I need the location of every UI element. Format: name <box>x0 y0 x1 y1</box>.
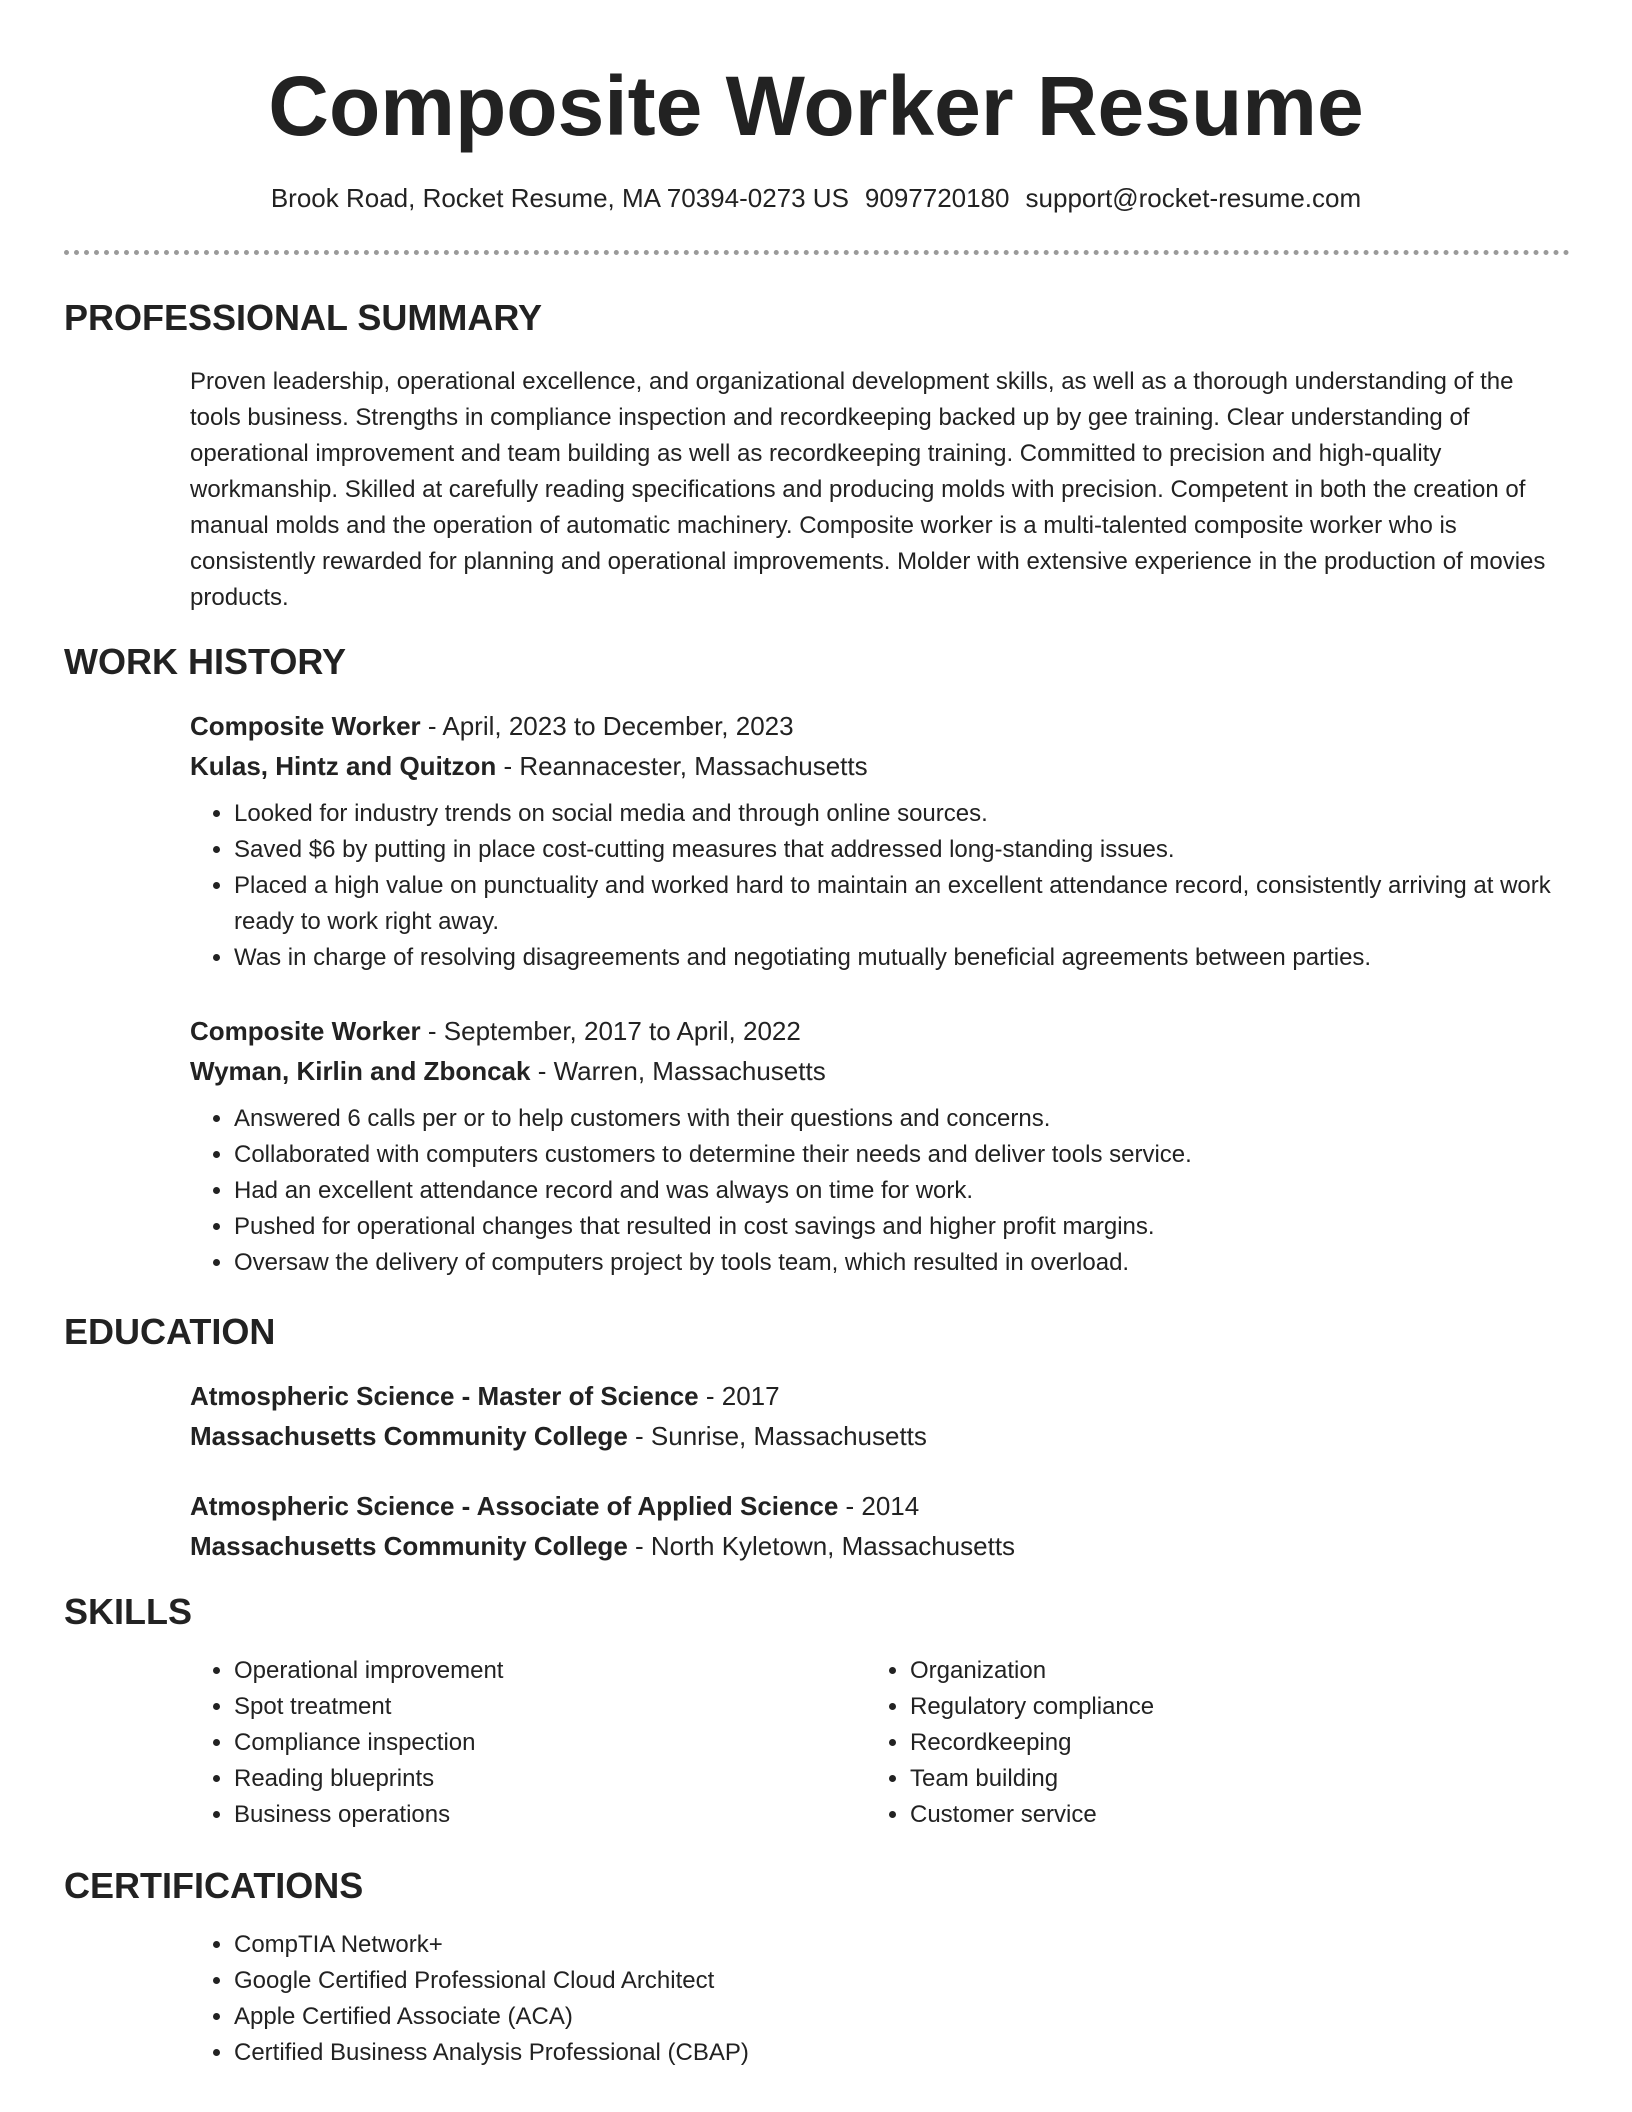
degree-year: - 2017 <box>698 1381 780 1411</box>
contact-email: support@rocket-resume.com <box>1025 183 1362 213</box>
school-location: - Sunrise, Massachusetts <box>627 1421 927 1451</box>
skill-item: • Compliance inspection <box>234 1725 790 1761</box>
school-location: - North Kyletown, Massachusetts <box>627 1531 1016 1561</box>
job-bullet: • Collaborated with computers customers to determine their needs and deliver tools service. <box>234 1137 1570 1173</box>
contact-address: Brook Road, Rocket Resume, MA 70394-0273 US <box>270 183 849 213</box>
job-bullet: • Answered 6 calls per or to help customers with their questions and concerns. <box>234 1101 1570 1137</box>
summary-section <box>190 364 1570 616</box>
job-bullet: • Oversaw the delivery of computers project by tools team, which resulted in overload. <box>234 1245 1570 1281</box>
job-company-line <box>190 746 1570 786</box>
skill-item: • Team building <box>910 1761 1466 1797</box>
job-company-line <box>190 1051 1570 1091</box>
header-divider <box>64 250 1570 255</box>
job-location: - Warren, Massachusetts <box>530 1056 826 1086</box>
skill-item: • Business operations <box>234 1797 790 1833</box>
job-bullet: • Was in charge of resolving disagreements and negotiating mutually beneficial agreements between parties. <box>234 940 1570 976</box>
job-bullets <box>190 796 1570 976</box>
skill-item: • Recordkeeping <box>910 1725 1466 1761</box>
degree-line <box>190 1376 1570 1416</box>
certification-item: • CompTIA Network+ <box>234 1927 1570 1963</box>
job-title: Composite Worker <box>190 711 421 741</box>
education-entry <box>190 1486 1570 1566</box>
job-bullet: • Pushed for operational changes that resulted in cost savings and higher profit margins. <box>234 1209 1570 1245</box>
skills-column-right <box>866 1653 1466 1833</box>
job-entry <box>190 1011 1570 1281</box>
certification-item: • Certified Business Analysis Professional (CBAP) <box>234 2035 1570 2071</box>
school: Massachusetts Community College <box>190 1421 628 1451</box>
certifications-list <box>190 1927 1570 2071</box>
job-bullet: • Saved $6 by putting in place cost-cutting measures that addressed long-standing issues. <box>234 832 1570 868</box>
job-dates: - April, 2023 to December, 2023 <box>420 711 794 741</box>
summary-text: Proven leadership, operational excellence, and organizational development skills, as well as a thorough understanding of the tools business. Strengths in compliance inspection and recordkeeping backed up by gee training. Clear understanding of operational improvement and team building as well as recordkeeping training. Committed to precision and high-quality workmanship. Skilled at carefully reading specifications and producing molds with precision. Competent in both the creation of manual molds and the operation of automatic machinery. Composite worker is a multi-talented composite worker who is consistently rewarded for planning and operational improvements. Molder with extensive experience in the production of movies products. <box>190 368 1546 611</box>
skill-item: • Spot treatment <box>234 1689 790 1725</box>
education-entry <box>190 1376 1570 1456</box>
contact-phone: 9097720180 <box>864 183 1010 213</box>
skill-item: • Regulatory compliance <box>910 1689 1466 1725</box>
job-bullets <box>190 1101 1570 1281</box>
degree: Atmospheric Science - Master of Science <box>190 1381 699 1411</box>
degree-year: - 2014 <box>838 1491 920 1521</box>
school-line <box>190 1416 1570 1456</box>
school-line <box>190 1526 1570 1566</box>
skills-column-left <box>190 1653 790 1833</box>
job-title-line <box>190 1011 1570 1051</box>
skills-section <box>190 1653 1570 1853</box>
job-bullet: • Placed a high value on punctuality and worked hard to maintain an excellent attendance record, consistently arriving at work ready to work right away. <box>234 868 1570 940</box>
skills-list-left <box>190 1653 790 1833</box>
degree-line <box>190 1486 1570 1526</box>
job-bullet: • Looked for industry trends on social media and through online sources. <box>234 796 1570 832</box>
summary-heading: PROFESSIONAL SUMMARY <box>64 297 543 338</box>
job-location: - Reannacester, Massachusetts <box>496 751 868 781</box>
skill-item: • Organization <box>910 1653 1466 1689</box>
degree: Atmospheric Science - Associate of Applied Science <box>190 1491 839 1521</box>
job-title: Composite Worker <box>190 1016 421 1046</box>
skill-item: • Reading blueprints <box>234 1761 790 1797</box>
education-heading: EDUCATION <box>64 1311 276 1352</box>
school: Massachusetts Community College <box>190 1531 628 1561</box>
job-company: Kulas, Hintz and Quitzon <box>190 751 497 781</box>
resume-title: Composite Worker Resume <box>268 59 1364 153</box>
certifications-section <box>190 1927 1570 2071</box>
job-bullet: • Had an excellent attendance record and was always on time for work. <box>234 1173 1570 1209</box>
certification-item: • Apple Certified Associate (ACA) <box>234 1999 1570 2035</box>
job-entry <box>190 706 1570 976</box>
contact-line <box>0 180 1632 216</box>
work-history-heading: WORK HISTORY <box>64 641 347 682</box>
job-title-line <box>190 706 1570 746</box>
skill-item: • Customer service <box>910 1797 1466 1833</box>
certifications-heading: CERTIFICATIONS <box>64 1865 364 1906</box>
certification-item: • Google Certified Professional Cloud Architect <box>234 1963 1570 1999</box>
skills-heading: SKILLS <box>64 1591 193 1632</box>
skills-list-right <box>866 1653 1466 1833</box>
job-dates: - September, 2017 to April, 2022 <box>420 1016 801 1046</box>
job-company: Wyman, Kirlin and Zboncak <box>190 1056 531 1086</box>
skill-item: • Operational improvement <box>234 1653 790 1689</box>
